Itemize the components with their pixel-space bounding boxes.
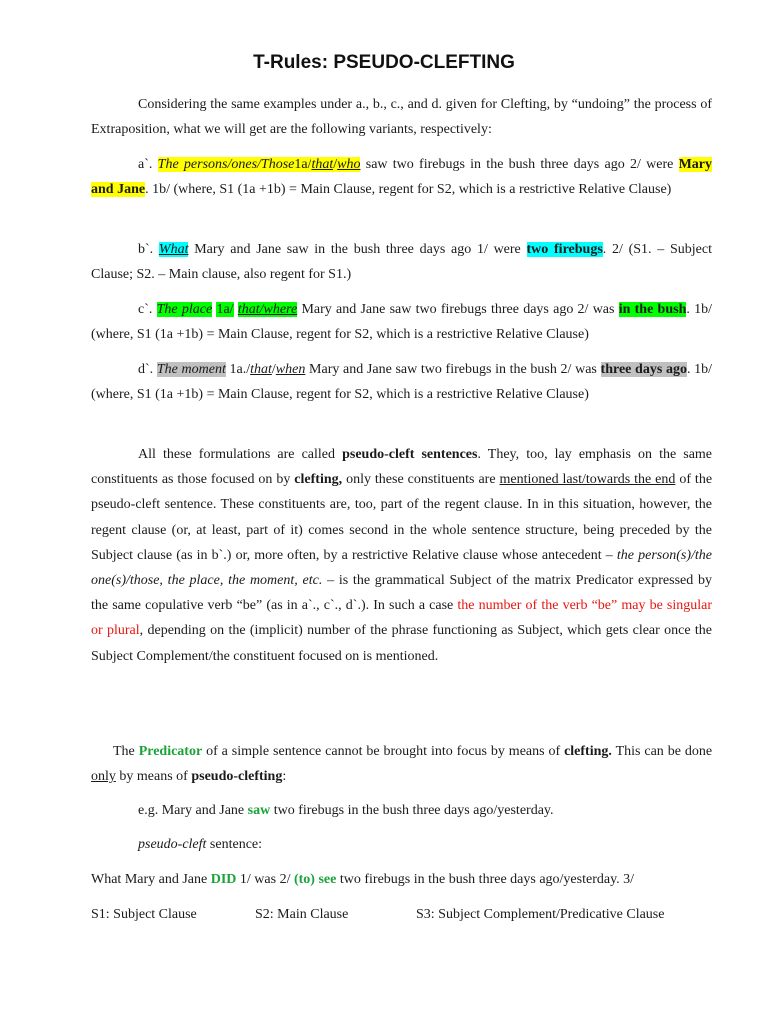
final-see: see <box>318 872 337 887</box>
example-b-focus: two firebugs <box>526 242 603 257</box>
example-b <box>91 237 712 287</box>
example-d-marker: 1a./ <box>229 362 251 377</box>
example-d-that: that <box>250 362 272 377</box>
example-sentence <box>138 801 554 821</box>
final-text-2: 1/ was 2/ <box>239 872 291 887</box>
pred-colon: : <box>282 769 287 785</box>
example-a-subject: The persons/ones/Those <box>157 157 295 172</box>
pred-text-1: The <box>113 744 135 759</box>
example-d-slash: / <box>271 362 276 377</box>
example-c <box>91 297 712 347</box>
final-text-3: two firebugs in the bush three days ago/yesterday. 3/ <box>339 872 635 887</box>
eg-text-2: two firebugs in the bush three days ago/yesterday. <box>273 803 554 818</box>
para-term-clefting: clefting, <box>294 472 343 488</box>
example-b-label: b`. <box>138 242 154 257</box>
example-a-label: a`. <box>138 157 153 172</box>
predicator-paragraph <box>91 739 712 789</box>
example-a-focus: Mary and Jane <box>91 157 713 198</box>
para-underlined: mentioned last/towards the end <box>499 472 676 488</box>
explanation-paragraph <box>91 442 712 669</box>
pred-text-2: of a simple sentence cannot be brought into focus by means of <box>206 744 561 759</box>
example-a-note: . 1b/ (where, S1 (1a +1b) = Main Clause, regent for S2, which is a restrictive Relative Clause) <box>145 182 672 198</box>
intro-paragraph: Considering the same examples under a., b., c., and d. given for Clefting, by “undoing” the process of Extraposition, what we will get are the following variants, respectively: <box>91 97 712 138</box>
page-title: T-Rules: PSEUDO-CLEFTING <box>253 52 515 73</box>
clause-s2: S2: Main Clause <box>255 907 349 922</box>
example-a-that: that <box>311 157 334 172</box>
example-d-note: . 1b/ (where, S1 (1a +1b) = Main Clause, regent for S2, which is a restrictive Relative Clause) <box>91 362 713 403</box>
pred-text-3: This can be done <box>615 744 713 759</box>
final-text-1: What Mary and Jane <box>91 872 208 887</box>
para-red-note: the number of the verb “be” may be singular or plural <box>91 598 713 639</box>
example-a-marker: 1a/ <box>294 157 312 172</box>
clause-s3: S3: Subject Complement/Predicative Clause <box>416 907 665 922</box>
example-c-label: c`. <box>138 302 153 317</box>
example-d-label: d`. <box>138 362 154 377</box>
para-text-2: . They, too, lay emphasis on the same constituents as those focused on by <box>91 447 713 488</box>
cleft-label-text: sentence: <box>209 837 263 852</box>
example-a-slash: / <box>333 157 338 172</box>
example-a-who: who <box>337 157 361 172</box>
para-text-6: , depending on the (implicit) number of the phrase functioning as Subject, which gets clear once the Subject Complement/the constituent focused on is mentioned. <box>91 623 712 664</box>
example-d-text: Mary and Jane saw two firebugs in the bush 2/ was <box>309 362 597 377</box>
example-a <box>91 152 712 202</box>
pred-term-predicator: Predicator <box>138 744 203 759</box>
final-did: DID <box>210 872 237 887</box>
para-text-5: – is the grammatical Subject of the matrix Predicator expressed by the same copulative verb “be” (as in a`., c`., d`.). In such a case <box>91 573 713 614</box>
example-c-that-where: that/where <box>237 302 298 317</box>
pred-term-pseudo-clefting: pseudo-clefting <box>191 769 283 785</box>
example-c-note: . 1b/ (where, S1 (1a +1b) = Main Clause, regent for S2, which is a restrictive Relative Clause) <box>91 302 712 343</box>
para-antecedents: the person(s)/the one(s)/those, the place, the moment, etc. <box>91 547 712 589</box>
example-d <box>91 357 712 407</box>
para-text-1: All these formulations are called <box>138 447 335 462</box>
example-c-marker: 1a/ <box>216 302 234 317</box>
para-term-pseudo-cleft: pseudo-cleft sentences <box>342 447 478 462</box>
final-to: (to) <box>293 872 315 887</box>
example-c-text: Mary and Jane saw two firebugs three days ago 2/ was <box>301 302 615 317</box>
example-b-text: Mary and Jane saw in the bush three days ago 1/ were <box>194 242 521 257</box>
pseudo-cleft-sentence <box>91 870 634 890</box>
pred-text-4: by means of <box>119 769 188 785</box>
example-d-focus: three days ago <box>600 362 687 377</box>
pseudo-cleft-label <box>138 835 262 855</box>
eg-verb-saw: saw <box>247 803 271 818</box>
para-text-4: of the pseudo-cleft sentence. These constituents are, too, part of the regent clause. In in this situation, however, the regent clause (or, at least, part of it) comes second in the whole sentence structure, being preceded by the Subject clause (as in b`.) or, more often, by a restrictive Relative clause whose antecedent – <box>91 472 713 563</box>
clause-s1: S1: Subject Clause <box>91 907 197 922</box>
cleft-label-italic: pseudo-cleft <box>138 837 207 852</box>
pred-term-clefting: clefting. <box>564 744 612 759</box>
example-b-what: What <box>158 242 189 257</box>
para-text-3: only these constituents are <box>346 472 496 488</box>
pred-only: only <box>91 769 116 785</box>
example-c-subject: The place <box>156 302 213 317</box>
example-d-when: when <box>275 362 306 377</box>
example-d-subject: The moment <box>156 362 226 377</box>
example-b-note: . 2/ (S1. – Subject Clause; S2. – Main clause, also regent for S1.) <box>91 242 713 283</box>
eg-text-1: e.g. Mary and Jane <box>138 803 245 818</box>
example-a-text: saw two firebugs in the bush three days ago 2/ were <box>365 157 674 172</box>
example-c-focus: in the bush <box>618 302 687 317</box>
